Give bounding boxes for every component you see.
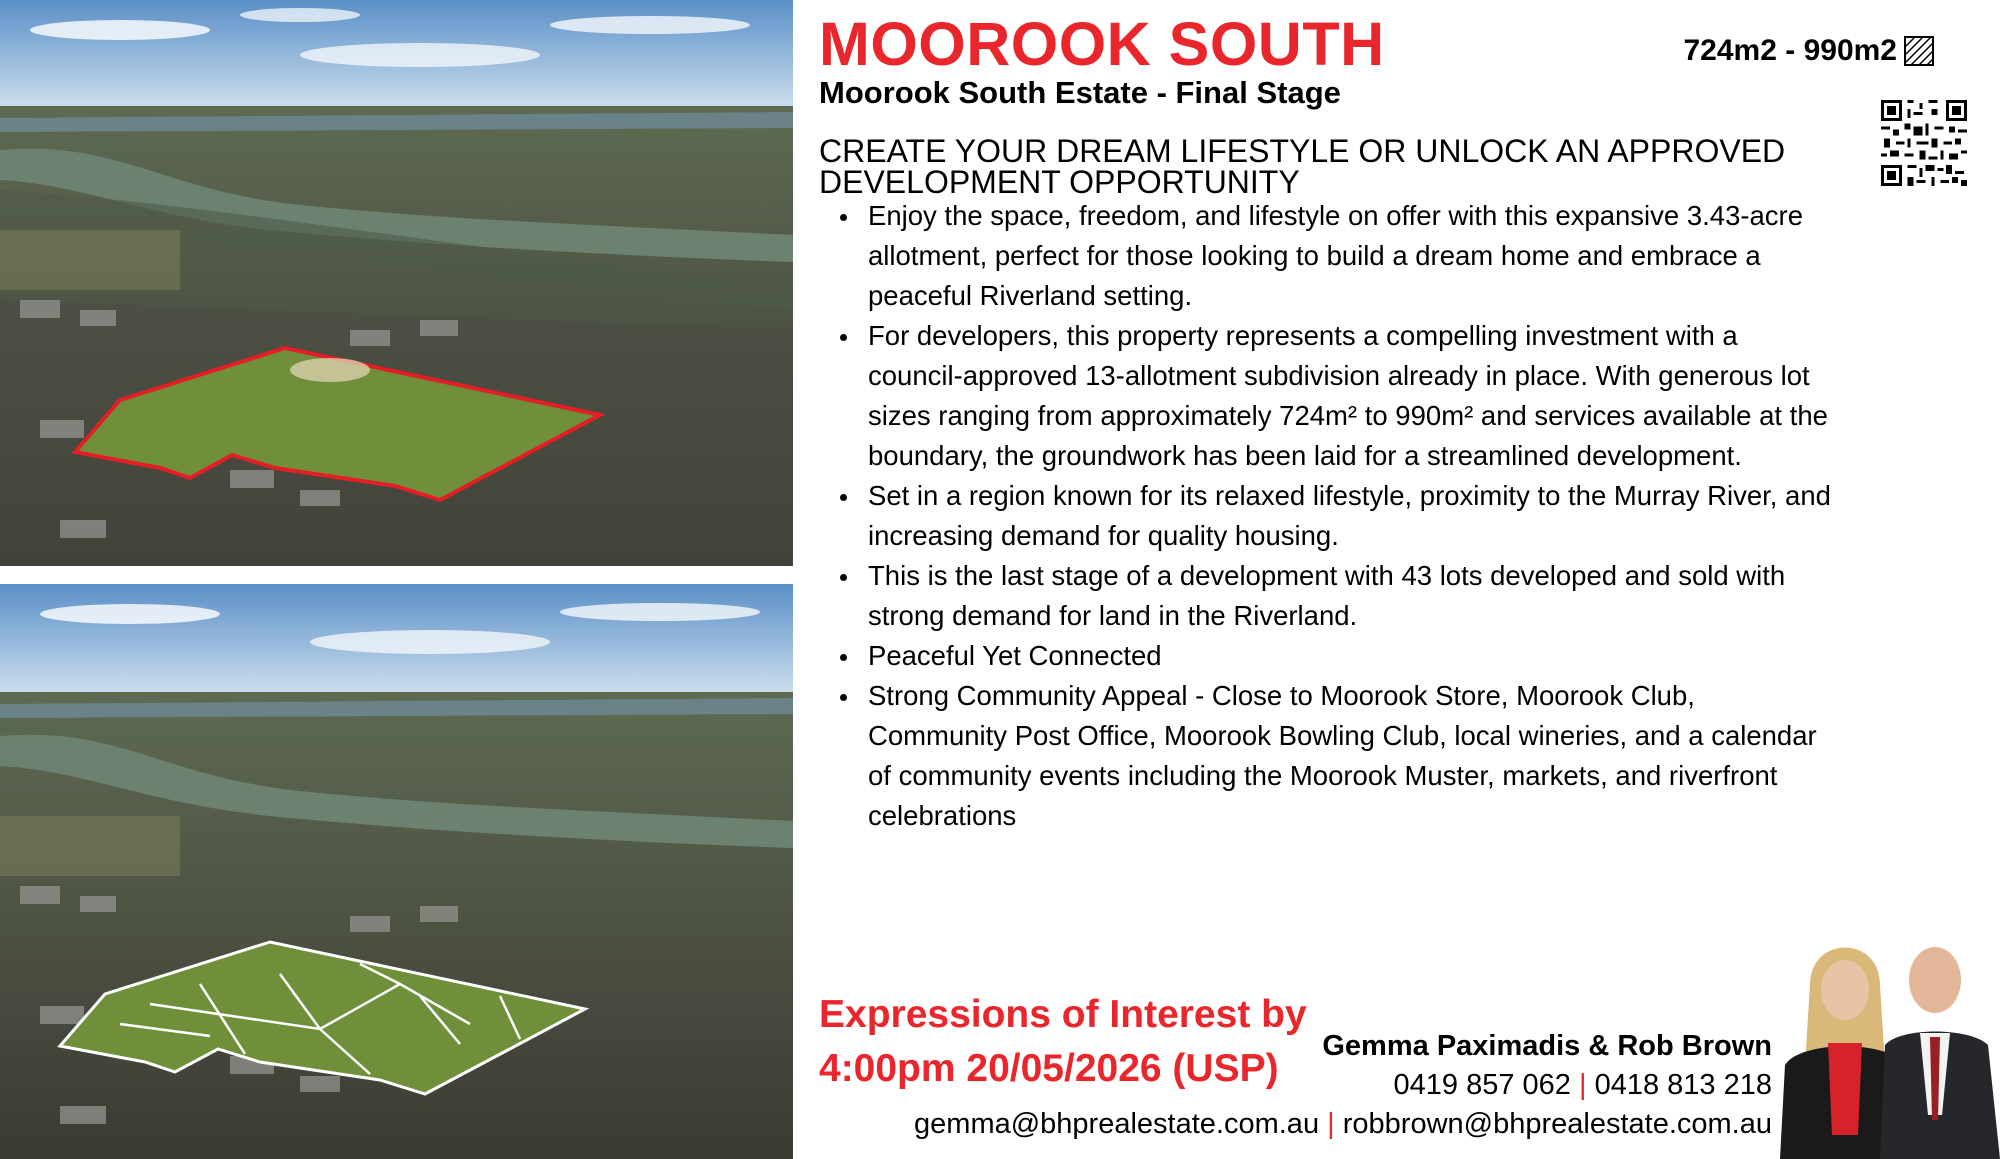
list-item: Strong Community Appeal - Close to Moorook Store, Moorook Club, Community Post Office, Moorook Bowling Club, local wineries, and a calendar of community events including the Moorook Muster, markets, and riverfront celebrations: [830, 676, 1840, 836]
agent-emails: [914, 1108, 1772, 1141]
email-link-rob[interactable]: robbrown@bhprealestate.com.au: [1342, 1108, 1772, 1140]
separator: |: [1327, 1108, 1335, 1140]
aerial-photo-boundary: [0, 0, 793, 566]
eoi-deadline: 4:00pm 20/05/2026 (USP): [819, 1047, 1279, 1090]
bullet-icon: [840, 574, 847, 581]
lot-size-range: [1684, 34, 1936, 68]
list-item: Set in a region known for its relaxed lifestyle, proximity to the Murray River, and increasing demand for quality housing.: [830, 476, 1840, 556]
bullet-icon: [840, 694, 847, 701]
separator: |: [1578, 1069, 1587, 1101]
lot-size-text: 724m2 - 990m2: [1683, 34, 1897, 67]
headline: CREATE YOUR DREAM LIFESTYLE OR UNLOCK AN APPROVED DEVELOPMENT OPPORTUNITY: [819, 133, 1786, 200]
page-subtitle: Moorook South Estate - Final Stage: [819, 75, 1341, 110]
list-item: For developers, this property represents a compelling investment with a council-approved 13-allotment subdivision already in place. With generous lot sizes ranging from approximately 724m² to 990m² and services available at the boundary, the groundwork has been laid for a streamlined development.: [830, 316, 1840, 476]
feature-list: [830, 196, 1840, 836]
bullet-icon: [840, 494, 847, 501]
page-title: MOOROOK SOUTH: [819, 10, 1385, 78]
agent-phones: [1394, 1069, 1772, 1102]
agent-names: Gemma Paximadis & Rob Brown: [1322, 1030, 1772, 1062]
list-item: Peaceful Yet Connected: [830, 636, 1840, 676]
floor-area-icon: [1903, 35, 1935, 67]
list-item: This is the last stage of a development with 43 lots developed and sold with strong demand for land in the Riverland.: [830, 556, 1840, 636]
email-link-gemma[interactable]: gemma@bhprealestate.com.au: [914, 1108, 1320, 1140]
agent-photos: [1770, 915, 2000, 1159]
list-item: Enjoy the space, freedom, and lifestyle on offer with this expansive 3.43-acre allotment, perfect for those looking to build a dream home and embrace a peaceful Riverland setting.: [830, 196, 1840, 316]
aerial-photo-subdivision: [0, 584, 793, 1159]
expressions-of-interest: [819, 988, 1307, 1096]
phone-link-rob[interactable]: 0418 813 218: [1594, 1069, 1772, 1101]
bullet-icon: [840, 334, 847, 341]
phone-link-gemma[interactable]: 0419 857 062: [1393, 1069, 1571, 1101]
eoi-line-1: Expressions of Interest by: [819, 993, 1307, 1036]
qr-code[interactable]: [1881, 100, 1967, 186]
bullet-icon: [840, 214, 847, 221]
bullet-icon: [840, 654, 847, 661]
